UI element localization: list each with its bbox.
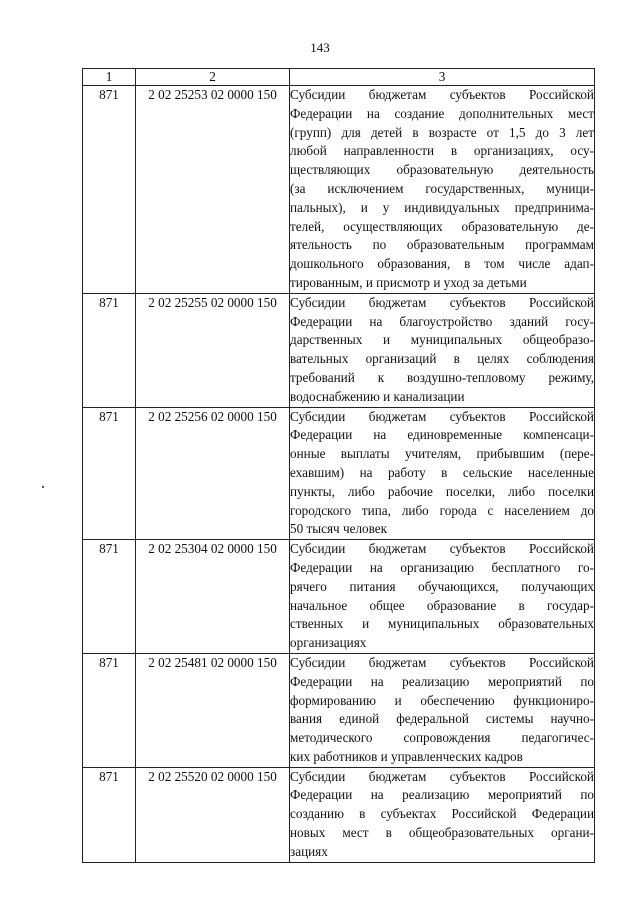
description-line: любой направленности в организациях, осу- [290, 143, 594, 159]
description-cell [290, 86, 595, 294]
description-line: Федерации на благоустройство зданий госу- [290, 313, 594, 329]
description-cell [290, 653, 595, 767]
description-line: дарственных и муниципальных общеобразо- [290, 332, 594, 348]
admin-code-cell: 871 [83, 540, 136, 654]
description-line: ехавшим) на работу в сельские населенные [290, 464, 594, 480]
description-line: Федерации на единовременные компенсаци- [290, 427, 594, 443]
description-line: формированию и обеспечению функциониро- [290, 692, 594, 708]
description-line: Субсидии бюджетам субъектов Российской [290, 408, 594, 424]
page-number: 143 [310, 40, 330, 55]
description-line: тированным, и присмотр и уход за детьми [290, 274, 527, 290]
budget-code-cell: 2 02 25255 02 0000 150 [136, 293, 290, 407]
budget-classification-table [82, 68, 595, 863]
description-cell [290, 293, 595, 407]
description-line: вания единой федеральной системы научно- [290, 711, 594, 727]
table-row [83, 653, 595, 767]
description-line: вательных организаций в целях соблюдения [290, 351, 594, 367]
description-cell [290, 767, 595, 862]
table-row [83, 407, 595, 540]
table-header-row [83, 69, 595, 86]
description-line: Субсидии бюджетам субъектов Российской [290, 768, 594, 784]
budget-code-cell: 2 02 25253 02 0000 150 [136, 86, 290, 294]
description-line: городского типа, либо города с населением до [290, 502, 594, 518]
description-line: ких работников и управленческих кадров [290, 748, 523, 764]
description-line: Субсидии бюджетам субъектов Российской [290, 294, 594, 310]
table-row [83, 86, 595, 294]
budget-code-cell: 2 02 25520 02 0000 150 [136, 767, 290, 862]
header-col-3: 3 [290, 69, 595, 86]
budget-code-cell: 2 02 25481 02 0000 150 [136, 653, 290, 767]
description-line: Федерации на организацию бесплатного го- [290, 559, 594, 575]
admin-code-cell: 871 [83, 293, 136, 407]
description-line: организациях [290, 635, 367, 651]
description-line: ществляющих образовательную деятельность [290, 162, 594, 178]
description-line: ственных и муниципальных образовательных [290, 616, 594, 632]
description-line: Субсидии бюджетам субъектов Российской [290, 87, 594, 102]
budget-code-cell: 2 02 25256 02 0000 150 [136, 407, 290, 540]
description-line: Субсидии бюджетам субъектов Российской [290, 654, 594, 670]
description-line: водоснабжению и канализации [290, 388, 465, 404]
admin-code-cell: 871 [83, 767, 136, 862]
header-col-2: 2 [136, 69, 290, 86]
description-cell [290, 407, 595, 540]
budget-code-cell: 2 02 25304 02 0000 150 [136, 540, 290, 654]
description-line: дошкольного образования, в том числе адап- [290, 256, 594, 272]
admin-code-cell: 871 [83, 653, 136, 767]
table-row [83, 540, 595, 654]
description-line: зациях [290, 843, 328, 859]
description-line: рячего питания обучающихся, получающих [290, 578, 594, 594]
description-line: созданию в субъектах Российской Федерации [290, 806, 594, 822]
description-line: онные выплаты учителям, прибывшим (пере- [290, 446, 594, 462]
description-line: Федерации на создание дополнительных мест [290, 105, 594, 121]
description-line: пальных), и у индивидуальных предпринима- [290, 199, 594, 215]
description-line: Федерации на реализацию мероприятий по [290, 787, 594, 803]
header-col-1: 1 [83, 69, 136, 86]
description-line: 50 тысяч человек [290, 521, 388, 537]
description-line: начальное общее образование в государ- [290, 597, 594, 613]
description-line: требований к воздушно-тепловому режиму, [290, 369, 594, 385]
description-line: телей, осуществляющих образовательную де- [290, 218, 594, 234]
table-row [83, 767, 595, 862]
scan-speck [42, 486, 44, 488]
description-line: методического сопровождения педагогичес- [290, 730, 594, 746]
description-line: ятельность по образовательным программам [290, 237, 594, 253]
description-line: Субсидии бюджетам субъектов Российской [290, 541, 594, 557]
description-line: Федерации на реализацию мероприятий по [290, 673, 594, 689]
description-line: новых мест в общеобразовательных органи- [290, 825, 594, 841]
admin-code-cell: 871 [83, 86, 136, 294]
description-line: пункты, либо рабочие поселки, либо поселки [290, 483, 594, 499]
table-row [83, 293, 595, 407]
description-line: (за исключением государственных, муници- [290, 180, 594, 196]
admin-code-cell: 871 [83, 407, 136, 540]
description-cell [290, 540, 595, 654]
description-line: (групп) для детей в возрасте от 1,5 до 3 лет [290, 124, 594, 140]
